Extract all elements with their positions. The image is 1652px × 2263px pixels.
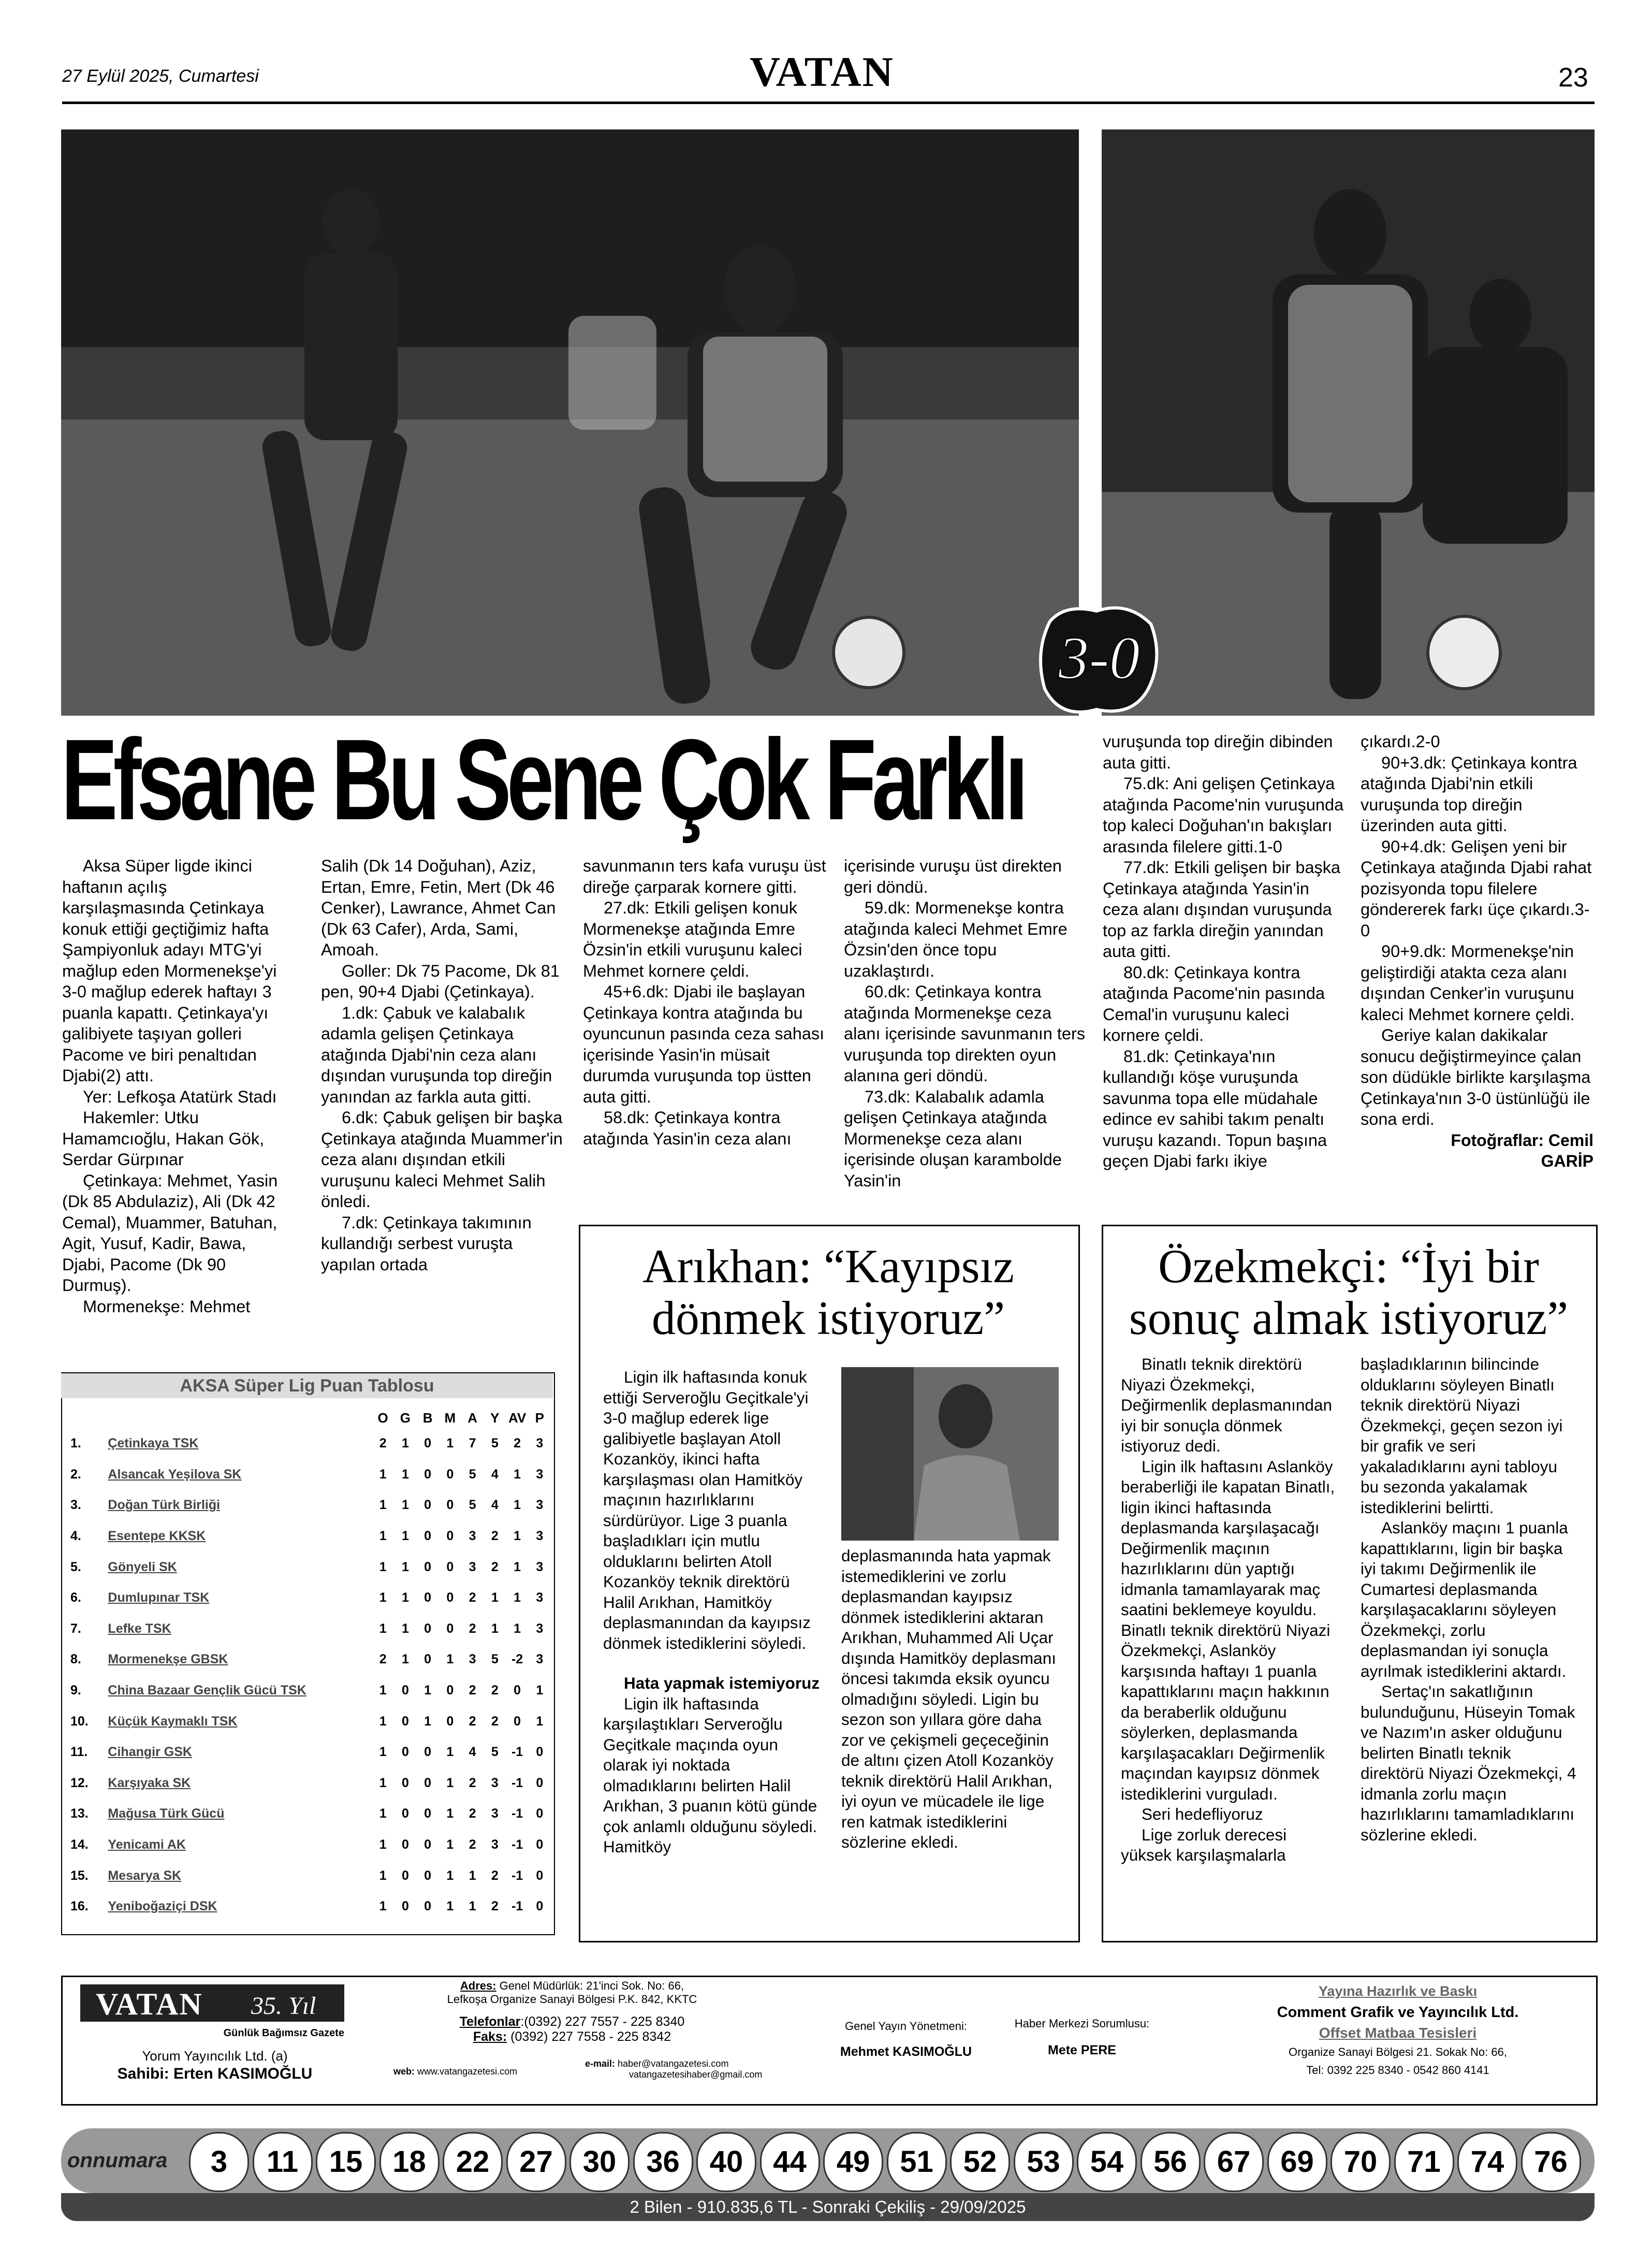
lottery-ball: 51 (887, 2132, 947, 2192)
team-name-link[interactable]: Küçük Kaymaklı TSK (108, 1714, 238, 1729)
league-table-row: 7. Lefke TSK 1 1 0 0 2 1 1 3 (64, 1614, 551, 1645)
team-name-link[interactable]: Gönyeli SK (108, 1559, 177, 1574)
league-table-row: 4. Esentepe KKSK 1 1 0 0 3 2 1 3 (64, 1521, 551, 1552)
lottery-ball: 70 (1331, 2132, 1391, 2192)
team-name-link[interactable]: Doğan Türk Birliği (108, 1498, 221, 1513)
page-number: 23 (1558, 63, 1588, 93)
lottery-ball: 11 (253, 2132, 313, 2192)
issue-date: 27 Eylül 2025, Cumartesi (62, 66, 259, 86)
lottery-ball: 22 (443, 2132, 503, 2192)
footer-editor: Mehmet KASIMOĞLU (840, 2044, 972, 2059)
team-name-link[interactable]: China Bazaar Gençlik Gücü TSK (108, 1683, 306, 1698)
team-name-link[interactable]: Yenicami AK (108, 1837, 186, 1852)
footer-news-label: Haber Merkezi Sorumlusu: (1014, 2017, 1150, 2030)
footer-print-company: Comment Grafik ve Yayıncılık Ltd. (1277, 2004, 1519, 2021)
team-name-link[interactable]: Dumlupınar TSK (108, 1590, 210, 1605)
team-name-link[interactable]: Lefke TSK (108, 1621, 171, 1636)
league-table-header: O G B M A Y AV P (377, 1410, 545, 1426)
team-name-link[interactable]: Cihangir GSK (108, 1745, 192, 1760)
interview-title-arikhan: Arıkhan: “Kayıpsız dönmek istiyoruz” (642, 1240, 1014, 1344)
team-name-link[interactable]: Yeniboğaziçi DSK (108, 1899, 217, 1914)
footer-print-address: Organize Sanayi Bölgesi 21. Sokak No: 66, (1289, 2046, 1507, 2058)
lottery-ball: 36 (633, 2132, 693, 2192)
league-table-row: 15. Mesarya SK 1 0 0 1 1 2 -1 0 (64, 1860, 551, 1891)
article-column-5: vuruşunda top direğin dibinden auta gitti. 75.dk: Ani gelişen Çetinkaya atağında Pacome'nin vuruşunda top kaleci Doğuhan'ın bakışları arasında filelere gitti.1-0 77.dk: Etkili gelişen bir başka Çetinkaya atağında Yasin'in ceza alanı dışından vuruşunda top az farkla direğin yanından auta gitti. 80.dk: Çetinkaya kontra atağında Pacome'nin pasında Cemal'in vuruşunu kaleci kornere çeldi. 81.dk: Çetinkaya'nın kullandığı köşe vuruşunda savunma topa elle müdahale edince ev sahibi takım penaltı vuruşu kazandı. Topun başına geçen Djabi farkı ikiye (1103, 732, 1344, 1170)
lottery-ball: 54 (1077, 2132, 1137, 2192)
lottery-ball: 30 (569, 2132, 630, 2192)
lottery-ball: 18 (379, 2132, 440, 2192)
coach-portrait (841, 1367, 1059, 1541)
interview-title-ozekmekci: Özekmekçi: “İyi bir sonuç almak istiyoruz” (1129, 1240, 1569, 1344)
lottery-ball: 40 (696, 2132, 756, 2192)
lottery-ball: 3 (189, 2132, 249, 2192)
headline: Efsane Bu Sene Çok Farklı (61, 716, 1024, 844)
league-table-row: 5. Gönyeli SK 1 1 0 0 3 2 1 3 (64, 1551, 551, 1583)
league-table-row: 11. Cihangir GSK 1 0 0 1 4 5 -1 0 (64, 1737, 551, 1768)
footer-print-offset: Offset Matbaa Tesisleri (1319, 2025, 1477, 2041)
lottery-ball: 15 (316, 2132, 376, 2192)
footer-phones: Telefonlar:(0392) 227 7557 - 225 8340 Faks: (0392) 227 7558 - 225 8342 (459, 2014, 685, 2044)
match-photo-main (61, 129, 1079, 716)
footer-editor-label: Genel Yayın Yönetmeni: (844, 2020, 968, 2033)
footer-logo: VATAN 35. Yıl (80, 1984, 344, 2022)
footer-web[interactable]: web: www.vatangazetesi.com (393, 2066, 518, 2077)
footer-print-label: Yayına Hazırlık ve Baskı (1318, 1983, 1478, 1999)
league-table-row: 3. Doğan Türk Birliği 1 1 0 0 5 4 1 3 (64, 1490, 551, 1521)
lottery-ball: 53 (1014, 2132, 1074, 2192)
interview-ozekmekci-col1: Binatlı teknik direktörü Niyazi Özekmekçi, Değirmenlik deplasmanından iyi bir sonuçla dönmek istiyoruz dedi. Ligin ilk haftasını Aslanköy beraberliği ile kapatan Binatlı, ligin ikinci haftasında deplasmanda karşılaşacağı Değirmenlik maçının hazırlıklarını dün yaptığı idmanla tamamlayarak maç saatini beklemeye koyuldu. Binatlı teknik direktörü Niyazi Özekmekçi, Aslanköy karşısında haftayı 1 puanla kapattıklarını maçın hakkının da beraberlik olduğunu söylerken, deplasmanda karşılaşacakları Değirmenlik maçından kayıpsız dönmek istediklerini vurguladı. Seri hedefliyoruz Lige zorluk derecesi yüksek karşılaşmalarla (1121, 1355, 1335, 1864)
team-name-link[interactable]: Çetinkaya TSK (108, 1436, 199, 1451)
interview-arikhan-col1: Ligin ilk haftasında konuk ettiği Serveroğlu Geçitkale'yi 3-0 mağlup ederek lige galibiyetle başlayan Atoll Kozanköy, ikinci hafta karşılaşması olan Hamitköy maçının hazırlıklarını sürdürüyor. Lige 3 puanla başladıkları için mutlu olduklarını belirten Atoll Kozanköy teknik direktörü Halil Arıkhan, Hamitköy deplasmanından da kayıpsız dönmek istediklerini söyledi. Hata yapmak istemiyoruz Ligin ilk haftasında karşılaştıkları Serveroğlu Geçitkale maçında oyun olarak iyi noktada olmadıklarını belirten Halil Arıkhan, 3 puanın kötü günde çok anlamlı olduğunu söyledi. Hamitköy (603, 1368, 820, 1856)
lottery-ball: 74 (1457, 2132, 1517, 2192)
lottery-ball: 76 (1521, 2132, 1581, 2192)
interview-subhead: Hata yapmak istemiyoruz (624, 1674, 820, 1692)
article-column-4: içerisinde vuruşu üst direkten geri döndü. 59.dk: Mormenekşe kontra atağında kaleci Mehmet Emre Özsin'den önce topu uzaklaştırdı. 60.dk: Çetinkaya kontra atağında Mormenekşe ceza alanı içerisinde savunmanın ters vuruşunda top direkten oyun alanına geri döndü. 73.dk: Kalabalık adamla gelişen Çetinkaya atağında Mormenekşe ceza alanı içerisinde oluşan karambolde Yasin'in (844, 857, 1086, 1190)
league-table-row: 6. Dumlupınar TSK 1 1 0 0 2 1 1 3 (64, 1583, 551, 1614)
footer-print-tel: Tel: 0392 225 8340 - 0542 860 4141 (1306, 2064, 1489, 2077)
interview-arikhan-col2: deplasmanında hata yapmak istemediklerini ve zorlu deplasmandan kayıpsız dönmek istediklerini aktaran Arıkhan, Muhammed Ali Uçar dışında Hamitköy deplasmanı öncesi takımda eksik oyuncu olmadığını söyledi. Ligin bu sezon son yıllara göre daha zor ve çekişmeli geçeceğinin de altını çizen Atoll Kozanköy teknik direktörü Halil Arıkhan, iyi oyun ve mücadele ile lige ren katmak istediklerini sözlerine ekledi. (841, 1546, 1056, 1851)
header-rule (62, 101, 1595, 104)
footer-news: Mete PERE (1048, 2043, 1116, 2057)
league-table-row: 12. Karşıyaka SK 1 0 0 1 2 3 -1 0 (64, 1768, 551, 1799)
lottery-ball: 56 (1141, 2132, 1201, 2192)
league-table-row: 16. Yeniboğaziçi DSK 1 0 0 1 1 2 -1 0 (64, 1891, 551, 1922)
lottery-ball: 71 (1394, 2132, 1454, 2192)
league-table-row: 1. Çetinkaya TSK 2 1 0 1 7 5 2 3 (64, 1428, 551, 1459)
league-table-row: 2. Alsancak Yeşilova SK 1 1 0 0 5 4 1 3 (64, 1459, 551, 1490)
league-table-row: 10. Küçük Kaymaklı TSK 1 0 1 0 2 2 0 1 (64, 1706, 551, 1737)
lottery-ball: 52 (950, 2132, 1010, 2192)
lottery-ball: 69 (1267, 2132, 1327, 2192)
article-column-3: savunmanın ters kafa vuruşu üst direğe çarparak kornere gitti. 27.dk: Etkili gelişen konuk Mormenekşe atağında Emre Özsin'in etkili vuruşunu kaleci Mehmet kornere çeldi. 45+6.dk: Djabi ile başlayan Çetinkaya kontra atağında bu oyuncunun pasında ceza sahası içerisinde Yasin'in müsait durumda vuruşunda top üstten auta gitti. 58.dk: Çetinkaya kontra atağında Yasin'in ceza alanı (583, 857, 826, 1148)
footer-tagline: Günlük Bağımsız Gazete (223, 2027, 344, 2039)
interview-ozekmekci-col2: başladıklarının bilincinde olduklarını söyleyen Binatlı teknik direktörü Niyazi Özekmekçi, geçen sezon iyi bir grafik ve seri yakaladıklarını ayni tabloyu bu sezonda yakalamak istediklerini belirtti. Aslanköy maçını 1 puanla kapattıklarını, ligin bir başka iyi takımı Değirmenlik ile Cumartesi deplasmanda karşılaşacaklarını söyleyen Özekmekçi, zorlu deplasmandan iyi sonuçla ayrılmak istediklerini aktardı. Sertaç'ın sakatlığının bulunduğunu, Hüseyin Tomak ve Nazım'ın asker olduğunu belirten Binatlı teknik direktörü Niyazi Özekmekçi, 4 idmanla zorlu maçın hazırlıklarını tamamladıklarını sözlerine ekledi. (1361, 1355, 1576, 1844)
score-text: 3-0 (1058, 624, 1140, 692)
team-name-link[interactable]: Mesarya SK (108, 1868, 182, 1883)
lottery-brand: onnumara (67, 2149, 168, 2172)
article-column-2: Salih (Dk 14 Doğuhan), Aziz, Ertan, Emre, Fetin, Mert (Dk 46 Cenker), Lawrance, Ahmet Can (Dk 63 Cafer), Arda, Sami, Amoah. Goller: Dk 75 Pacome, Dk 81 pen, 90+4 Djabi (Çetinkaya). 1.dk: Çabuk ve kalabalık adamla gelişen Çetinkaya atağında Djabi'nin ceza alanı dışından vuruşunda top direğin yanından az farkla auta gitti. 6.dk: Çabuk gelişen bir başka Çetinkaya atağında Muammer'in ceza alanı dışından etkili vuruşunu kaleci Mehmet Salih önledi. 7.dk: Çetinkaya takımının kullandığı serbest vuruşta yapılan ortada (321, 857, 563, 1274)
league-table-row: 14. Yenicami AK 1 0 0 1 2 3 -1 0 (64, 1830, 551, 1861)
lottery-ball: 67 (1204, 2132, 1264, 2192)
newspaper-masthead: VATAN (750, 48, 894, 95)
team-name-link[interactable]: Karşıyaka SK (108, 1775, 191, 1790)
lottery-ball: 27 (506, 2132, 566, 2192)
lottery-ball: 44 (760, 2132, 820, 2192)
team-name-link[interactable]: Mağusa Türk Gücü (108, 1806, 225, 1821)
team-name-link[interactable]: Mormenekşe GBSK (108, 1652, 228, 1667)
footer-address: Adres: Genel Müdürlük: 21'inci Sok. No: 66, Lefkoşa Organize Sanayi Bölgesi P.K. 842, KKTC (447, 1979, 697, 2006)
league-table-row: 8. Mormenekşe GBSK 2 1 0 1 3 5 -2 3 (64, 1644, 551, 1675)
league-table-title: AKSA Süper Lig Puan Tablosu (61, 1373, 553, 1398)
lottery-info: 2 Bilen - 910.835,6 TL - Sonraki Çekiliş - 29/09/2025 (61, 2193, 1595, 2221)
league-table-row: 9. China Bazaar Gençlik Gücü TSK 1 0 1 0 2 2 0 1 (64, 1675, 551, 1706)
article-column-6: çıkardı.2-0 90+3.dk: Çetinkaya kontra atağında Djabi'nin etkili vuruşunda top direğin üzerinden auta gitti. 90+4.dk: Gelişen yeni bir Çetinkaya atağında Djabi rahat pozisyonda topu filelere göndererek farkı üçe çıkardı.3-0 90+9.dk: Mormenekşe'nin geliştirdiği atakta ceza alanı dışından Cenker'in vuruşunu kaleci Mehmet kornere çeldi. Geriye kalan dakikalar sonucu değiştirmeyince çalan son düdükle birlikte karşılaşma Çetinkaya'nın 3-0 üstünlüğü ile sona erdi. Fotoğraflar: Cemil GARİP (1361, 732, 1593, 1170)
footer-publisher: Yorum Yayıncılık Ltd. (a) (142, 2048, 288, 2064)
footer-owner: Sahibi: Erten KASIMOĞLU (117, 2065, 313, 2082)
footer-email[interactable]: e-mail: haber@vatangazetesi.com vatangazetesihaber@gmail.com (585, 2058, 763, 2080)
article-column-1: Aksa Süper ligde ikinci haftanın açılış karşılaşmasında Çetinkaya konuk ettiği geçtiğimiz hafta Şampiyonluk adayı MTG'yi mağlup eden Mormenekşe'yi 3-0 mağlup ederek haftayı 3 puanla kapattı. Çetinkaya'yı galibiyete taşıyan golleri Pacome ve biri penaltıdan Djabi(2) attı. Yer: Lefkoşa Atatürk Stadı Hakemler: Utku Hamamcıoğlu, Hakan Gök, Serdar Gürpınar Çetinkaya: Mehmet, Yasin (Dk 85 Abdulaziz), Ali (Dk 42 Cemal), Muammer, Batuhan, Agit, Yusuf, Kadir, Bawa, Djabi, Pacome (Dk 90 Durmuş). Mormenekşe: Mehmet (62, 857, 278, 1316)
team-name-link[interactable]: Alsancak Yeşilova SK (108, 1467, 242, 1482)
match-photo-side (1102, 129, 1595, 716)
lottery-ball: 49 (823, 2132, 883, 2192)
league-table (64, 1408, 551, 1922)
photo-credit: Fotoğraflar: Cemil GARİP (1451, 1130, 1593, 1170)
score-badge (1034, 601, 1164, 720)
league-table-row: 13. Mağusa Türk Gücü 1 0 0 1 2 3 -1 0 (64, 1798, 551, 1830)
team-name-link[interactable]: Esentepe KKSK (108, 1529, 206, 1544)
